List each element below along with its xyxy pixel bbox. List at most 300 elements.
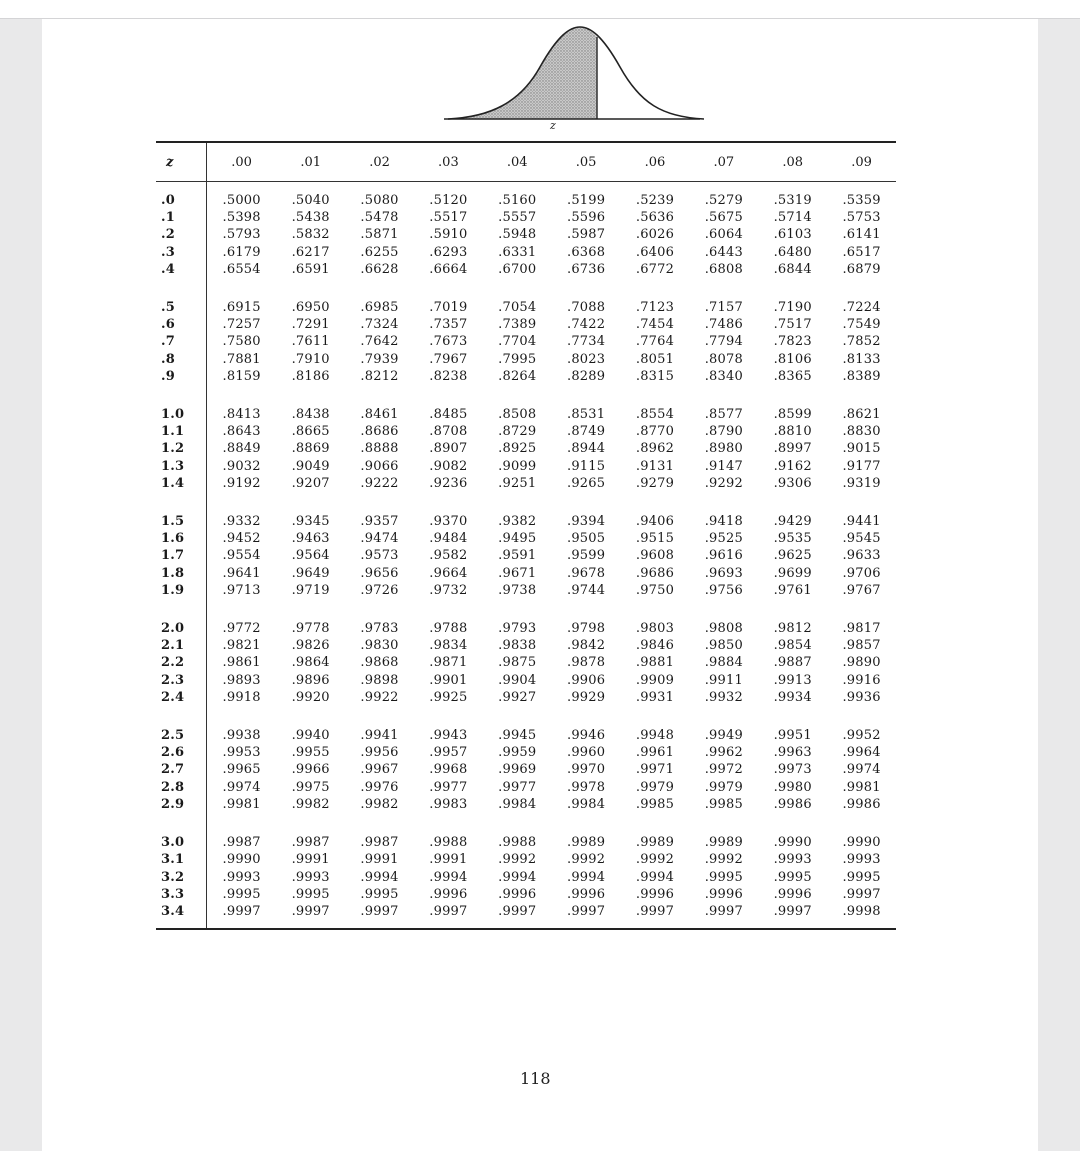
spacer-cell bbox=[207, 599, 897, 620]
probability-cell: .9977 bbox=[429, 779, 468, 795]
z-value-cell: 1.0 bbox=[156, 406, 207, 423]
probability-cell: .7823 bbox=[773, 334, 812, 350]
probability-cell: .9952 bbox=[842, 728, 881, 744]
probability-cell: .9982 bbox=[291, 796, 330, 812]
probability-cell: .7157 bbox=[704, 300, 743, 316]
probability-cell: .7910 bbox=[291, 351, 330, 367]
probability-cell: .8133 bbox=[842, 351, 881, 367]
probability-cell: .9987 bbox=[360, 835, 399, 851]
table-header-row bbox=[156, 142, 896, 182]
probability-cell: .8830 bbox=[842, 424, 881, 440]
probability-cell: .6664 bbox=[429, 261, 468, 277]
probability-cell: .5871 bbox=[360, 227, 399, 243]
probability-cell: .5319 bbox=[773, 193, 812, 208]
z-value-cell: .2 bbox=[156, 226, 207, 243]
probability-cell: .9948 bbox=[635, 728, 675, 744]
probability-cell: .9474 bbox=[360, 531, 399, 547]
probability-cell: .6103 bbox=[773, 227, 812, 243]
probability-cell: .5596 bbox=[567, 210, 606, 226]
probability-cell: .9838 bbox=[498, 638, 537, 654]
probability-cell: .9678 bbox=[567, 565, 606, 581]
probability-cell: .5398 bbox=[222, 210, 261, 226]
probability-cell: .6554 bbox=[222, 261, 261, 277]
probability-cell: .5517 bbox=[429, 210, 468, 226]
probability-cell: .9945 bbox=[498, 728, 537, 744]
probability-cell: .6255 bbox=[360, 244, 399, 260]
probability-cell: .5793 bbox=[222, 227, 261, 243]
probability-cell: .9920 bbox=[291, 689, 330, 705]
probability-cell: .9996 bbox=[567, 886, 606, 902]
probability-cell: .9192 bbox=[222, 475, 261, 491]
z-value-cell: 1.1 bbox=[156, 423, 207, 440]
table-row bbox=[156, 834, 896, 851]
probability-cell: .9803 bbox=[635, 621, 675, 637]
probability-cell: .9693 bbox=[704, 565, 743, 581]
z-value-cell: 3.3 bbox=[156, 886, 207, 903]
probability-cell: .9535 bbox=[773, 531, 812, 547]
probability-cell: .9846 bbox=[635, 638, 675, 654]
viewer-top-bar bbox=[0, 0, 1080, 19]
probability-cell: .9875 bbox=[498, 655, 537, 671]
table-row bbox=[156, 565, 896, 582]
probability-cell: .5675 bbox=[704, 210, 743, 226]
probability-cell: .8531 bbox=[567, 407, 606, 423]
probability-cell: .6026 bbox=[635, 227, 675, 243]
probability-cell: .5557 bbox=[498, 210, 537, 226]
probability-cell: .8186 bbox=[291, 368, 330, 384]
probability-cell: .9671 bbox=[498, 565, 537, 581]
spacer-cell bbox=[207, 278, 897, 299]
probability-cell: .9965 bbox=[222, 762, 261, 778]
table-row bbox=[156, 209, 896, 226]
column-header: .04 bbox=[483, 142, 552, 182]
probability-cell: .9292 bbox=[704, 475, 743, 491]
z-value-cell: 2.1 bbox=[156, 637, 207, 654]
probability-cell: .7704 bbox=[498, 334, 537, 350]
probability-cell: .9887 bbox=[773, 655, 812, 671]
probability-cell: .7454 bbox=[635, 317, 675, 333]
probability-cell: .9750 bbox=[635, 582, 675, 598]
probability-cell: .6443 bbox=[704, 244, 743, 260]
probability-cell: .9649 bbox=[291, 565, 330, 581]
probability-cell: .5714 bbox=[773, 210, 812, 226]
probability-cell: .9066 bbox=[360, 458, 399, 474]
probability-cell: .8577 bbox=[704, 407, 743, 423]
probability-cell: .9979 bbox=[635, 779, 675, 795]
probability-cell: .9946 bbox=[567, 728, 606, 744]
z-value-cell: .5 bbox=[156, 299, 207, 316]
probability-cell: .9767 bbox=[842, 582, 881, 598]
probability-cell: .9929 bbox=[567, 689, 606, 705]
probability-cell: .9995 bbox=[222, 886, 261, 902]
probability-cell: .7389 bbox=[498, 317, 537, 333]
column-header: .08 bbox=[758, 142, 827, 182]
probability-cell: .9979 bbox=[704, 779, 743, 795]
page-number: 118 bbox=[520, 1069, 551, 1088]
spacer-cell bbox=[207, 706, 897, 727]
z-value-cell: 3.1 bbox=[156, 851, 207, 868]
probability-cell: .9997 bbox=[414, 903, 483, 929]
spacer-cell bbox=[156, 385, 207, 406]
probability-cell: .9992 bbox=[567, 852, 606, 868]
probability-cell: .5987 bbox=[567, 227, 606, 243]
probability-cell: .9961 bbox=[635, 745, 675, 761]
probability-cell: .9812 bbox=[773, 621, 812, 637]
probability-cell: .9015 bbox=[842, 441, 881, 457]
table-row bbox=[156, 886, 896, 903]
probability-cell: .9974 bbox=[842, 762, 881, 778]
probability-cell: .9985 bbox=[635, 796, 675, 812]
table-row bbox=[156, 761, 896, 778]
probability-cell: .9922 bbox=[360, 689, 399, 705]
probability-cell: .7939 bbox=[360, 351, 399, 367]
probability-cell: .5832 bbox=[291, 227, 330, 243]
probability-cell: .8888 bbox=[360, 441, 399, 457]
probability-cell: .9857 bbox=[842, 638, 881, 654]
z-value-cell: .1 bbox=[156, 209, 207, 226]
spacer-cell bbox=[156, 278, 207, 299]
probability-cell: .8708 bbox=[429, 424, 468, 440]
probability-cell: .9957 bbox=[429, 745, 468, 761]
probability-cell: .8925 bbox=[498, 441, 537, 457]
probability-cell: .9515 bbox=[635, 531, 675, 547]
probability-cell: .8438 bbox=[291, 407, 330, 423]
z-value-cell: 2.0 bbox=[156, 620, 207, 637]
probability-cell: .7486 bbox=[704, 317, 743, 333]
probability-cell: .9599 bbox=[567, 548, 606, 564]
probability-cell: .5120 bbox=[429, 193, 468, 208]
probability-cell: .9817 bbox=[842, 621, 881, 637]
probability-cell: .9978 bbox=[567, 779, 606, 795]
group-spacer bbox=[156, 706, 896, 727]
z-value-cell: .0 bbox=[156, 182, 207, 210]
probability-cell: .8212 bbox=[360, 368, 399, 384]
probability-cell: .7088 bbox=[567, 300, 606, 316]
probability-cell: .9997 bbox=[689, 903, 758, 929]
z-value-cell: .8 bbox=[156, 351, 207, 368]
probability-cell: .8907 bbox=[429, 441, 468, 457]
z-value-cell: 2.7 bbox=[156, 761, 207, 778]
spacer-cell bbox=[156, 813, 207, 834]
z-value-cell: 2.5 bbox=[156, 727, 207, 744]
probability-cell: .9162 bbox=[773, 458, 812, 474]
probability-cell: .9997 bbox=[207, 903, 277, 929]
column-header: .07 bbox=[689, 142, 758, 182]
probability-cell: .9573 bbox=[360, 548, 399, 564]
probability-cell: .9664 bbox=[429, 565, 468, 581]
z-value-cell: 2.6 bbox=[156, 744, 207, 761]
probability-cell: .7257 bbox=[222, 317, 261, 333]
spacer-cell bbox=[207, 385, 897, 406]
probability-cell: .8485 bbox=[429, 407, 468, 423]
probability-cell: .9993 bbox=[222, 869, 261, 885]
z-value-cell: .6 bbox=[156, 316, 207, 333]
probability-cell: .6591 bbox=[291, 261, 330, 277]
probability-cell: .6950 bbox=[291, 300, 330, 316]
probability-cell: .9982 bbox=[360, 796, 399, 812]
probability-cell: .9495 bbox=[498, 531, 537, 547]
probability-cell: .9943 bbox=[429, 728, 468, 744]
probability-cell: .6480 bbox=[773, 244, 812, 260]
table-row bbox=[156, 851, 896, 868]
probability-cell: .8023 bbox=[567, 351, 606, 367]
probability-cell: .9525 bbox=[704, 531, 743, 547]
table-row bbox=[156, 744, 896, 761]
probability-cell: .9382 bbox=[498, 514, 537, 530]
probability-cell: .9968 bbox=[429, 762, 468, 778]
probability-cell: .9082 bbox=[429, 458, 468, 474]
probability-cell: .9881 bbox=[635, 655, 675, 671]
probability-cell: .9830 bbox=[360, 638, 399, 654]
probability-cell: .6879 bbox=[842, 261, 881, 277]
probability-cell: .9554 bbox=[222, 548, 261, 564]
probability-cell: .9996 bbox=[773, 886, 812, 902]
probability-cell: .9994 bbox=[567, 869, 606, 885]
probability-cell: .9977 bbox=[498, 779, 537, 795]
probability-cell: .9878 bbox=[567, 655, 606, 671]
probability-cell: .9826 bbox=[291, 638, 330, 654]
probability-cell: .9971 bbox=[635, 762, 675, 778]
table-row bbox=[156, 869, 896, 886]
probability-cell: .9564 bbox=[291, 548, 330, 564]
probability-cell: .5359 bbox=[842, 193, 881, 208]
probability-cell: .9099 bbox=[498, 458, 537, 474]
probability-cell: .6368 bbox=[567, 244, 606, 260]
probability-cell: .8365 bbox=[773, 368, 812, 384]
probability-cell: .9222 bbox=[360, 475, 399, 491]
probability-cell: .9545 bbox=[842, 531, 881, 547]
probability-cell: .9279 bbox=[635, 475, 675, 491]
probability-cell: .9980 bbox=[773, 779, 812, 795]
probability-cell: .9686 bbox=[635, 565, 675, 581]
spacer-cell bbox=[207, 813, 897, 834]
probability-cell: .8997 bbox=[773, 441, 812, 457]
probability-cell: .9582 bbox=[429, 548, 468, 564]
probability-cell: .9989 bbox=[704, 835, 743, 851]
probability-cell: .9591 bbox=[498, 548, 537, 564]
z-table bbox=[156, 141, 896, 930]
probability-cell: .9998 bbox=[827, 903, 896, 929]
probability-cell: .5080 bbox=[360, 193, 399, 208]
probability-cell: .9997 bbox=[276, 903, 345, 929]
probability-cell: .5948 bbox=[498, 227, 537, 243]
probability-cell: .9738 bbox=[498, 582, 537, 598]
probability-cell: .9959 bbox=[498, 745, 537, 761]
table-row bbox=[156, 513, 896, 530]
probability-cell: .6985 bbox=[360, 300, 399, 316]
probability-cell: .9994 bbox=[360, 869, 399, 885]
probability-cell: .7019 bbox=[429, 300, 468, 316]
probability-cell: .6406 bbox=[635, 244, 675, 260]
probability-cell: .9357 bbox=[360, 514, 399, 530]
column-header: .01 bbox=[276, 142, 345, 182]
probability-cell: .8621 bbox=[842, 407, 881, 423]
probability-cell: .7422 bbox=[567, 317, 606, 333]
probability-cell: .9994 bbox=[429, 869, 468, 885]
probability-cell: .9969 bbox=[498, 762, 537, 778]
z-axis-label: z bbox=[550, 119, 556, 132]
probability-cell: .9984 bbox=[498, 796, 537, 812]
probability-cell: .9207 bbox=[291, 475, 330, 491]
probability-cell: .9989 bbox=[567, 835, 606, 851]
probability-cell: .9987 bbox=[222, 835, 261, 851]
z-value-cell: 2.9 bbox=[156, 796, 207, 813]
probability-cell: .6517 bbox=[842, 244, 881, 260]
probability-cell: .9265 bbox=[567, 475, 606, 491]
shaded-area bbox=[448, 27, 597, 119]
probability-cell: .7734 bbox=[567, 334, 606, 350]
probability-cell: .7611 bbox=[291, 334, 330, 350]
probability-cell: .9925 bbox=[429, 689, 468, 705]
probability-cell: .9406 bbox=[635, 514, 675, 530]
table-row bbox=[156, 637, 896, 654]
probability-cell: .7123 bbox=[635, 300, 675, 316]
probability-cell: .5438 bbox=[291, 210, 330, 226]
table-row bbox=[156, 368, 896, 385]
z-value-cell: 1.8 bbox=[156, 565, 207, 582]
probability-cell: .7291 bbox=[291, 317, 330, 333]
probability-cell: .9756 bbox=[704, 582, 743, 598]
table-body bbox=[156, 182, 896, 930]
probability-cell: .9970 bbox=[567, 762, 606, 778]
probability-cell: .9994 bbox=[635, 869, 675, 885]
probability-cell: .6331 bbox=[498, 244, 537, 260]
probability-cell: .8461 bbox=[360, 407, 399, 423]
probability-cell: .9332 bbox=[222, 514, 261, 530]
z-value-cell: 1.4 bbox=[156, 475, 207, 492]
probability-cell: .9966 bbox=[291, 762, 330, 778]
probability-cell: .9992 bbox=[498, 852, 537, 868]
probability-cell: .7324 bbox=[360, 317, 399, 333]
spacer-cell bbox=[207, 492, 897, 513]
column-header: .06 bbox=[621, 142, 690, 182]
probability-cell: .9854 bbox=[773, 638, 812, 654]
probability-cell: .9991 bbox=[360, 852, 399, 868]
probability-cell: .6064 bbox=[704, 227, 743, 243]
probability-cell: .6628 bbox=[360, 261, 399, 277]
probability-cell: .7967 bbox=[429, 351, 468, 367]
probability-cell: .9726 bbox=[360, 582, 399, 598]
table-row bbox=[156, 672, 896, 689]
probability-cell: .9981 bbox=[842, 779, 881, 795]
normal-curve-figure bbox=[440, 23, 704, 147]
probability-cell: .6217 bbox=[291, 244, 330, 260]
probability-cell: .9986 bbox=[842, 796, 881, 812]
table-row bbox=[156, 582, 896, 599]
probability-cell: .9974 bbox=[222, 779, 261, 795]
probability-cell: .6915 bbox=[222, 300, 261, 316]
probability-cell: .9032 bbox=[222, 458, 261, 474]
probability-cell: .9911 bbox=[704, 672, 743, 688]
probability-cell: .9995 bbox=[291, 886, 330, 902]
probability-cell: .9868 bbox=[360, 655, 399, 671]
probability-cell: .5279 bbox=[704, 193, 743, 208]
probability-cell: .8665 bbox=[291, 424, 330, 440]
probability-cell: .9656 bbox=[360, 565, 399, 581]
probability-cell: .9115 bbox=[567, 458, 606, 474]
probability-cell: .9893 bbox=[222, 672, 261, 688]
probability-cell: .9713 bbox=[222, 582, 261, 598]
probability-cell: .8643 bbox=[222, 424, 261, 440]
probability-cell: .9995 bbox=[773, 869, 812, 885]
probability-cell: .9345 bbox=[291, 514, 330, 530]
z-value-cell: 3.0 bbox=[156, 834, 207, 851]
probability-cell: .9871 bbox=[429, 655, 468, 671]
probability-cell: .9992 bbox=[704, 852, 743, 868]
column-header: .05 bbox=[552, 142, 621, 182]
probability-cell: .9963 bbox=[773, 745, 812, 761]
column-header: .03 bbox=[414, 142, 483, 182]
probability-cell: .9992 bbox=[635, 852, 675, 868]
probability-cell: .9996 bbox=[429, 886, 468, 902]
probability-cell: .9906 bbox=[567, 672, 606, 688]
probability-cell: .6293 bbox=[429, 244, 468, 260]
probability-cell: .9890 bbox=[842, 655, 881, 671]
probability-cell: .9783 bbox=[360, 621, 399, 637]
probability-cell: .9990 bbox=[222, 852, 261, 868]
probability-cell: .9788 bbox=[429, 621, 468, 637]
probability-cell: .6736 bbox=[567, 261, 606, 277]
probability-cell: .8508 bbox=[498, 407, 537, 423]
probability-cell: .9916 bbox=[842, 672, 881, 688]
probability-cell: .9991 bbox=[291, 852, 330, 868]
probability-cell: .6141 bbox=[842, 227, 881, 243]
probability-cell: .7517 bbox=[773, 317, 812, 333]
probability-cell: .5753 bbox=[842, 210, 881, 226]
probability-cell: .9996 bbox=[635, 886, 675, 902]
probability-cell: .9985 bbox=[704, 796, 743, 812]
probability-cell: .9993 bbox=[291, 869, 330, 885]
probability-cell: .9744 bbox=[567, 582, 606, 598]
probability-cell: .9616 bbox=[704, 548, 743, 564]
probability-cell: .9441 bbox=[842, 514, 881, 530]
probability-cell: .9177 bbox=[842, 458, 881, 474]
probability-cell: .8264 bbox=[498, 368, 537, 384]
probability-cell: .8749 bbox=[567, 424, 606, 440]
probability-cell: .9306 bbox=[773, 475, 812, 491]
probability-cell: .9719 bbox=[291, 582, 330, 598]
probability-cell: .7764 bbox=[635, 334, 675, 350]
probability-cell: .9991 bbox=[429, 852, 468, 868]
probability-cell: .6844 bbox=[773, 261, 812, 277]
probability-cell: .6700 bbox=[498, 261, 537, 277]
probability-cell: .9940 bbox=[291, 728, 330, 744]
probability-cell: .7224 bbox=[842, 300, 881, 316]
z-value-cell: .3 bbox=[156, 244, 207, 261]
probability-cell: .9608 bbox=[635, 548, 675, 564]
z-value-cell: 3.2 bbox=[156, 869, 207, 886]
probability-cell: .9821 bbox=[222, 638, 261, 654]
probability-cell: .9793 bbox=[498, 621, 537, 637]
probability-cell: .9463 bbox=[291, 531, 330, 547]
table-row bbox=[156, 475, 896, 492]
probability-cell: .9861 bbox=[222, 655, 261, 671]
probability-cell: .9997 bbox=[483, 903, 552, 929]
probability-cell: .9641 bbox=[222, 565, 261, 581]
table-row bbox=[156, 182, 896, 210]
z-value-cell: 1.9 bbox=[156, 582, 207, 599]
probability-cell: .7190 bbox=[773, 300, 812, 316]
probability-cell: .9898 bbox=[360, 672, 399, 688]
probability-cell: .9864 bbox=[291, 655, 330, 671]
probability-cell: .9699 bbox=[773, 565, 812, 581]
probability-cell: .8770 bbox=[635, 424, 675, 440]
probability-cell: .8159 bbox=[222, 368, 261, 384]
probability-cell: .9993 bbox=[842, 852, 881, 868]
probability-cell: .9955 bbox=[291, 745, 330, 761]
probability-cell: .9452 bbox=[222, 531, 261, 547]
probability-cell: .8078 bbox=[704, 351, 743, 367]
